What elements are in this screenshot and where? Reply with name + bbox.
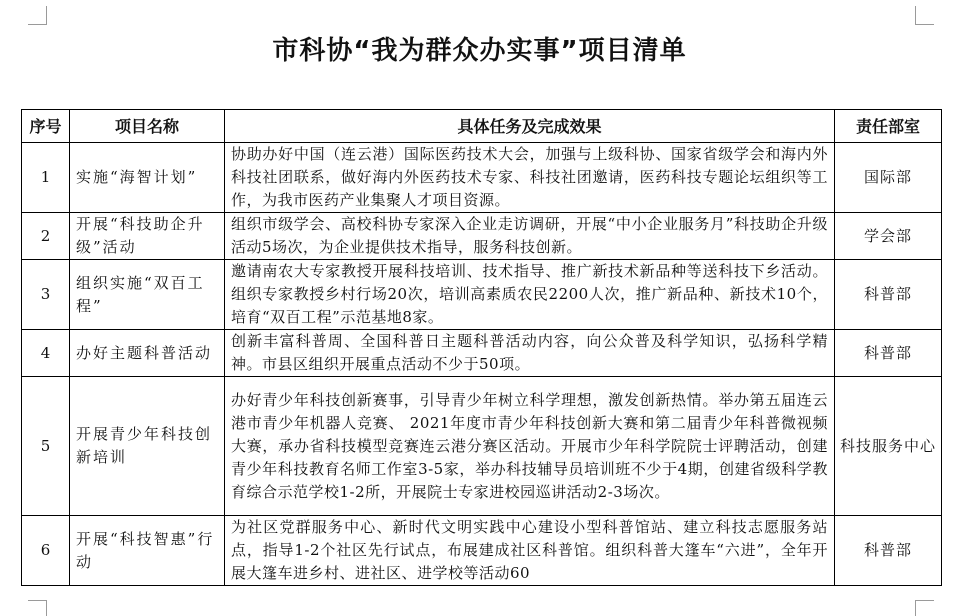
row-task: 组织市级学会、高校科协专家深入企业走访调研，开展“中小企业服务月”科技助企升级活动5场次，为企业提供技术指导，服务科技创新。 xyxy=(225,213,835,260)
row-project-name: 组织实施“双百工程” xyxy=(70,260,225,330)
row-project-name: 开展“科技助企升级”活动 xyxy=(70,213,225,260)
row-project-name: 开展“科技智惠”行动 xyxy=(70,516,225,586)
row-task: 办好青少年科技创新赛事，引导青少年树立科学理想，激发创新热情。举办第五届连云港市青少年机器人竞赛、 2021年度市青少年科技创新大赛和第二届青少年科普微视频大赛，承办省科技模型竞赛连云港分赛区活动。开展市少年科学院院士评聘活动，创建青少年科技教育名师工作室3-5家，举办科技辅导员培训班不少于4期，创建省级科学教育综合示范学校1-2所，开展院士专家进校园巡讲活动2-3场次。 xyxy=(225,377,835,516)
row-no: 6 xyxy=(22,516,70,586)
row-task: 邀请南农大专家教授开展科技培训、技术指导、推广新技术新品种等送科技下乡活动。组织专家教授乡村行场20次，培训高素质农民2200人次，推广新品种、新技术10个，培育“双百工程”示范基地8家。 xyxy=(225,260,835,330)
row-project-name: 实施“海智计划” xyxy=(70,143,225,213)
table-row xyxy=(22,143,942,213)
document-title: 市科协“我为群众办实事”项目清单 xyxy=(272,36,687,66)
project-table xyxy=(21,109,942,586)
row-project-name: 开展青少年科技创新培训 xyxy=(70,377,225,516)
header-dept: 责任部室 xyxy=(835,110,942,143)
row-no: 2 xyxy=(22,213,70,260)
header-project-name: 项目名称 xyxy=(70,110,225,143)
row-task: 创新丰富科普周、全国科普日主题科普活动内容，向公众普及科学知识，弘扬科学精神。市县区组织开展重点活动不少于50项。 xyxy=(225,330,835,377)
row-dept: 科普部 xyxy=(835,516,942,586)
table-row xyxy=(22,377,942,516)
page-corner-mark-bottom-left xyxy=(28,600,47,616)
page-corner-mark-top-right xyxy=(915,6,934,25)
row-project-name: 办好主题科普活动 xyxy=(70,330,225,377)
row-dept: 国际部 xyxy=(835,143,942,213)
header-no: 序号 xyxy=(22,110,70,143)
table-row xyxy=(22,516,942,586)
row-no: 4 xyxy=(22,330,70,377)
row-no: 3 xyxy=(22,260,70,330)
row-no: 1 xyxy=(22,143,70,213)
row-dept: 科普部 xyxy=(835,330,942,377)
table-header-row xyxy=(22,110,942,143)
table-row xyxy=(22,213,942,260)
page-corner-mark-top-left xyxy=(28,6,47,25)
row-no: 5 xyxy=(22,377,70,516)
page-corner-mark-bottom-right xyxy=(915,600,934,616)
row-dept: 学会部 xyxy=(835,213,942,260)
table-row xyxy=(22,260,942,330)
row-task: 为社区党群服务中心、新时代文明实践中心建设小型科普馆站、建立科技志愿服务站点，指导1-2个社区先行试点，布展建成社区科普馆。组织科普大篷车“六进”，全年开展大篷车进乡村、进社区、进学校等活动60 xyxy=(225,516,835,586)
row-task: 协助办好中国（连云港）国际医药技术大会，加强与上级科协、国家省级学会和海内外科技社团联系，做好海内外医药技术专家、科技社团邀请，医药科技专题论坛组织等工作，为我市医药产业集聚人才项目资源。 xyxy=(225,143,835,213)
row-dept: 科技服务中心 xyxy=(835,377,942,516)
row-dept: 科普部 xyxy=(835,260,942,330)
table-row xyxy=(22,330,942,377)
header-task: 具体任务及完成效果 xyxy=(225,110,835,143)
